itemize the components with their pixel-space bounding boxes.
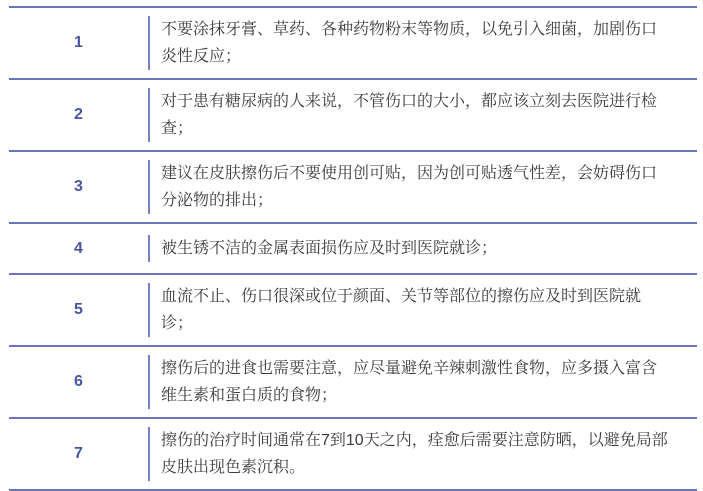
row-text: 擦伤后的进食也需要注意，应尽量避免辛辣刺激性食物，应多摄入富含维生素和蛋白质的食物；: [148, 355, 669, 409]
table-row: [9, 222, 697, 273]
row-number: 1: [74, 34, 83, 51]
row-text: 不要涂抹牙膏、草药、各种药物粉末等物质，以免引入细菌，加剧伤口炎性反应；: [148, 16, 669, 70]
row-content: [148, 8, 697, 78]
row-number: 4: [74, 239, 83, 257]
row-text: 血流不止、伤口很深或位于颜面、关节等部位的擦伤应及时到医院就诊；: [148, 283, 669, 337]
row-content: [148, 227, 697, 270]
row-content: [148, 152, 697, 222]
table-row: [9, 417, 697, 489]
tips-table: [9, 6, 697, 491]
row-text: 被生锈不洁的金属表面损伤应及时到医院就诊；: [148, 235, 497, 262]
row-content: [148, 419, 697, 489]
table-row: [9, 78, 697, 150]
row-number: 7: [74, 445, 83, 462]
row-text: 对于患有糖尿病的人来说，不管伤口的大小，都应该立刻去医院进行检查；: [148, 88, 669, 142]
table-row: [9, 345, 697, 417]
row-number: 2: [74, 106, 83, 123]
table-row: [9, 273, 697, 345]
table-row: [9, 6, 697, 78]
row-content: [148, 347, 697, 417]
row-number: 3: [74, 178, 83, 195]
row-number: 6: [74, 373, 83, 390]
row-number: 5: [74, 301, 83, 318]
row-content: [148, 80, 697, 150]
row-text: 擦伤的治疗时间通常在7到10天之内，痊愈后需要注意防晒，以避免局部皮肤出现色素沉积。: [148, 427, 669, 481]
row-text: 建议在皮肤擦伤后不要使用创可贴，因为创可贴透气性差，会妨碍伤口分泌物的排出；: [148, 160, 669, 214]
row-content: [148, 275, 697, 345]
table-row: [9, 150, 697, 222]
